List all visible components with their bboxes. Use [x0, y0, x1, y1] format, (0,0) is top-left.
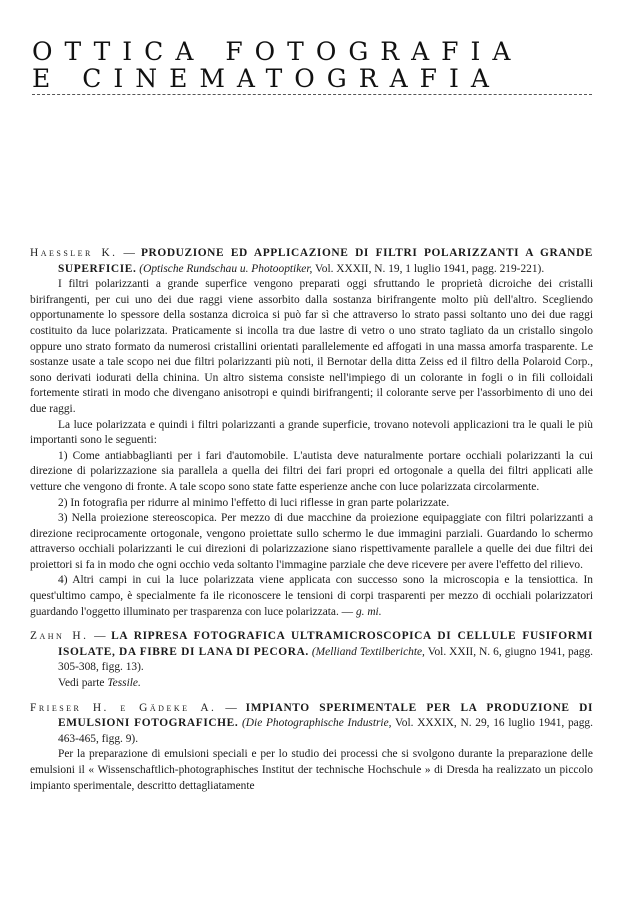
paragraph-text: 4) Altri campi in cui la luce polarizzata viene applicata con successo sono la microscopia e la tensiottica. In quest'ultimo campo, è specialmente fa ile riconoscere le tensioni di corpi trasparenti per mezzo di occhiali polarizzatori guardando l'oggetto illuminato per trasparenza con luce polarizzata. —	[30, 574, 593, 618]
paragraph: 3) Nella proiezione stereoscopica. Per mezzo di due macchine da proiezione equipaggiate con filtri polarizzanti a direzione reciprocamente ortogonale, vengono proiettate sullo schermo le due immagini parziali. Guardando lo schermo attraverso occhiali polarizzanti le cui direzioni di polarizzazione siano rispettivamente parallele a quelle dei due filtri dei proiettori si fa in modo che ogni occhio veda soltanto l'immagine parziale che deve ricevere per avere l'effetto del rilievo.	[30, 512, 593, 571]
reference-line: Zahn H. — LA RIPRESA FOTOGRAFICA ULTRAMICROSCOPICA DI CELLULE FUSIFORMI ISOLATE, DA FIBRE DI LANA DI PECORA. (Melliand Textilberichte, Vol. XXII, N. 6, giugno 1941, pagg. 305-308, figg. 13).	[30, 630, 594, 674]
citation: Vol. XXII, N. 6, giugno 1941, pagg. 305-308, figg. 13).	[58, 645, 594, 674]
source-journal: (Optische Rundschau u. Photooptiker,	[139, 262, 313, 275]
entry-title: IMPIANTO SPERIMENTALE PER LA PRODUZIONE DI EMULSIONI FOTOGRAFICHE.	[58, 701, 593, 730]
article-body	[30, 246, 593, 803]
citation: Vol. XXXII, N. 19, 1 luglio 1941, pagg. 219-221).	[315, 262, 545, 275]
header-line-1: OTTICA FOTOGRAFIA	[32, 37, 523, 66]
paragraph: I filtri polarizzanti a grande superfice vengono preparati oggi sfruttando le proprietà dicroiche dei cristalli birifrangenti, per cui uno dei due raggi viene assorbito dalla sostanza birifrangente molto più dell'altro. Scegliendo opportunamente lo spessore della sostanza dicroica si può far sì che attraverso lo strato passi soltanto uno dei due raggi costituito da luce polarizzata. Praticamente si incolla tra due lastre di vetro o uno strato tagliato da un cristallo singolo oppure uno strato formato da numerosi cristallini orientati parallelemente ed affogati in una massa amorfa trasparente. Le sostanze usate a tale scopo nei due filtri polarizzanti più noti, il Bernotar della ditta Zeiss ed il filtro della Polaroid Corp., sono derivati iodurati della chinina. Un altro sistema consiste nell'impiego di un colorante in fogli o in fili colloidali fortemente stirati in modo che divengano anisotropi e quindi birifrangenti; il colorante serve per l'assorbimento di uno dei due raggi.	[30, 278, 593, 415]
reference-line: Haessler K. — PRODUZIONE ED APPLICAZIONE DI FILTRI POLARIZZANTI A GRANDE SUPERFICIE. (Optische Rundschau u. Photooptiker, Vol. XXXII, N. 19, 1 luglio 1941, pagg. 219-221).	[30, 247, 593, 275]
signature: g. mi.	[355, 605, 382, 618]
source-journal: (Die Photographische Industrie,	[242, 717, 392, 730]
source-journal: (Melliand Textilberichte,	[311, 645, 425, 658]
header-line-2: E CINEMATOGRAFIA	[32, 64, 501, 93]
citation: Vol. XXXIX, N. 29, 16 luglio 1941, pagg. 463-465, figg. 9).	[58, 717, 593, 745]
entry-title: PRODUZIONE ED APPLICAZIONE DI FILTRI POLARIZZANTI A GRANDE SUPERFICIE.	[58, 247, 593, 275]
paragraph: 2) In fotografia per ridurre al minimo l'effetto di luci riflesse in gran parte polarizzate.	[58, 496, 450, 509]
see-target: Tessile.	[107, 677, 141, 690]
reference-line: Frieser H. e Gädeke A. — IMPIANTO SPERIMENTALE PER LA PRODUZIONE DI EMULSIONI FOTOGRAFICHE. (Die Photographische Industrie, Vol. XXXIX, N. 29, 16 luglio 1941, pagg. 463-465, figg. 9).	[30, 701, 593, 745]
see-reference	[30, 676, 593, 692]
header-divider	[32, 94, 592, 95]
abstract-entry	[30, 629, 593, 691]
abstract-entry	[30, 246, 593, 620]
section-header	[32, 38, 592, 92]
paragraph-last	[30, 573, 593, 620]
entry-title: LA RIPRESA FOTOGRAFICA ULTRAMICROSCOPICA DI CELLULE FUSIFORMI ISOLATE, DA FIBRE DI LANA DI PECORA.	[58, 630, 593, 658]
paragraph: Per la preparazione di emulsioni speciali e per lo studio dei processi che si svolgono durante la preparazione delle emulsioni il « Wissenschaftlich-photographisches Institut der technische Hochschule » di Dresda ha realizzato un piccolo impianto sperimentale, descritto dettagliatamente	[30, 748, 593, 792]
see-label: Vedi parte	[58, 677, 105, 690]
author: Zahn H.	[30, 630, 89, 643]
paragraph: La luce polarizzata e quindi i filtri polarizzanti a grande superficie, trovano notevoli applicazioni tra le quali le più importanti sono le seguenti:	[30, 418, 593, 447]
author: Haessler K.	[30, 247, 118, 259]
paragraph: 1) Come antiabbaglianti per i fari d'automobile. L'autista deve naturalmente portare occhiali polarizzanti la cui direzione di polarizzazione sia parallela a quella dei filtri dei fari propri ed ortogonale a quella dei filtri applicati alle vetture che vengono di fronte. A tale scopo sono state fatte esperienze anche con luce polarizzata circolarmente.	[30, 449, 593, 493]
abstract-entry	[30, 701, 593, 795]
author: Frieser H. e Gädeke A.	[30, 701, 217, 714]
